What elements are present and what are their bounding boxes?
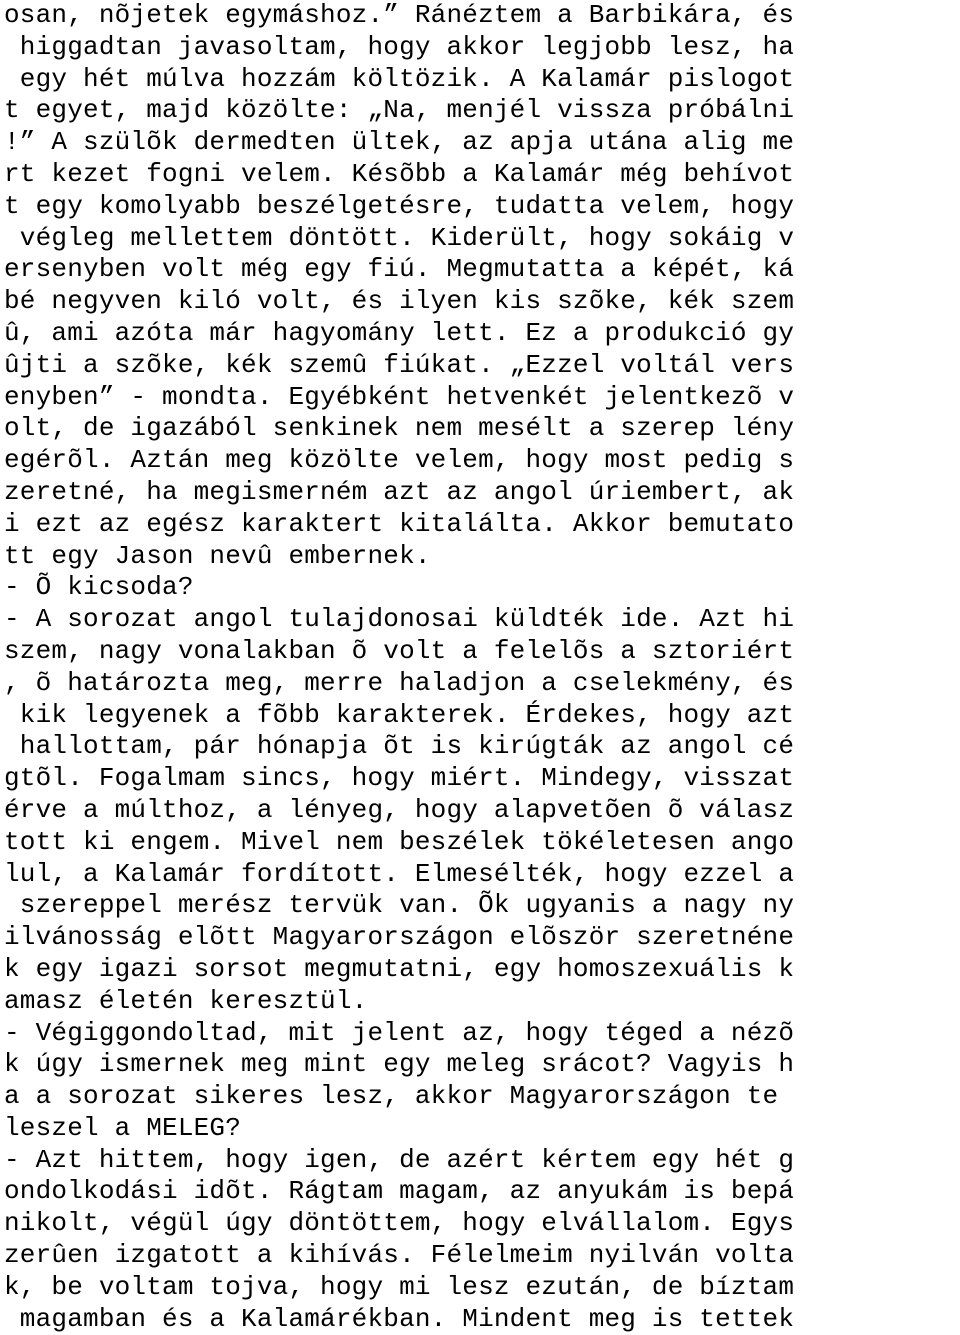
text-line: ondolkodási idõt. Rágtam magam, az anyukám is bepá — [4, 1176, 795, 1207]
text-line: egy hét múlva hozzám költözik. A Kalamár pislogot — [4, 63, 795, 94]
text-line: tott ki engem. Mivel nem beszélek tökéletesen ango — [4, 826, 795, 857]
text-line: ersenyben volt még egy fiú. Megmutatta a képét, ká — [4, 254, 795, 285]
text-line: osan, nõjetek egymáshoz.” Ránéztem a Barbikára, és — [4, 0, 795, 30]
text-line: olt, de igazából senkinek nem mesélt a szerep lény — [4, 413, 795, 444]
text-line: érve a múlthoz, a lényeg, hogy alapvetõen õ válasz — [4, 794, 795, 825]
text-line: û, ami azóta már hagyomány lett. Ez a produkció gy — [4, 317, 795, 348]
text-line: végleg mellettem döntött. Kiderült, hogy sokáig v — [4, 222, 795, 253]
text-line: - Azt hittem, hogy igen, de azért kértem egy hét g — [4, 1144, 795, 1175]
text-line: lul, a Kalamár fordított. Elmesélték, hogy ezzel a — [4, 858, 795, 889]
text-line: , õ határozta meg, merre haladjon a cselekmény, és — [4, 667, 795, 698]
text-line: nikolt, végül úgy döntöttem, hogy elvállalom. Egys — [4, 1208, 795, 1239]
text-line: k egy igazi sorsot megmutatni, egy homoszexuális k — [4, 953, 795, 984]
text-line: t egyet, majd közölte: „Na, menjél vissza próbálni — [4, 95, 795, 126]
text-line: - A sorozat angol tulajdonosai küldték ide. Azt hi — [4, 604, 795, 635]
text-line: bé negyven kiló volt, és ilyen kis szõke, kék szem — [4, 286, 795, 317]
text-line: a a sorozat sikeres lesz, akkor Magyarországon te — [4, 1081, 779, 1112]
text-line: i ezt az egész karaktert kitalálta. Akkor bemutato — [4, 508, 795, 539]
text-line: t egy komolyabb beszélgetésre, tudatta velem, hogy — [4, 190, 795, 221]
document-page — [4, 0, 960, 1335]
text-line: zerûen izgatott a kihívás. Félelmeim nyilván volta — [4, 1240, 795, 1271]
text-line: ûjti a szõke, kék szemû fiúkat. „Ezzel voltál vers — [4, 349, 795, 380]
text-line: !” A szülõk dermedten ültek, az apja utána alig me — [4, 127, 795, 158]
text-line: tt egy Jason nevû embernek. — [4, 540, 431, 571]
text-line: higgadtan javasoltam, hogy akkor legjobb lesz, ha — [4, 31, 795, 62]
text-line: szereppel merész tervük van. Õk ugyanis a nagy ny — [4, 890, 795, 921]
text-line: leszel a MELEG? — [4, 1112, 242, 1143]
text-line: - Õ kicsoda? — [4, 572, 194, 603]
text-line: amasz életén keresztül. — [4, 985, 368, 1016]
text-line: hallottam, pár hónapja õt is kirúgták az angol cé — [4, 731, 795, 762]
text-line: k úgy ismernek meg mint egy meleg srácot? Vagyis h — [4, 1049, 795, 1080]
text-line: gtõl. Fogalmam sincs, hogy miért. Mindegy, visszat — [4, 763, 795, 794]
text-line: egérõl. Aztán meg közölte velem, hogy most pedig s — [4, 445, 795, 476]
text-line: enyben” - mondta. Egyébként hetvenkét jelentkezõ v — [4, 381, 795, 412]
text-line: szem, nagy vonalakban õ volt a felelõs a sztoriért — [4, 635, 795, 666]
text-line: kik legyenek a fõbb karakterek. Érdekes, hogy azt — [4, 699, 795, 730]
text-line: magamban és a Kalamárékban. Mindent meg is tettek — [4, 1303, 795, 1334]
text-line: - Végiggondoltad, mit jelent az, hogy téged a nézõ — [4, 1017, 795, 1048]
text-line: zeretné, ha megismerném azt az angol úriembert, ak — [4, 476, 795, 507]
text-line: k, be voltam tojva, hogy mi lesz ezután, de bíztam — [4, 1271, 795, 1302]
text-line: rt kezet fogni velem. Késõbb a Kalamár még behívot — [4, 158, 795, 189]
text-line: ilvánosság elõtt Magyarországon elõször szeretnéne — [4, 922, 795, 953]
